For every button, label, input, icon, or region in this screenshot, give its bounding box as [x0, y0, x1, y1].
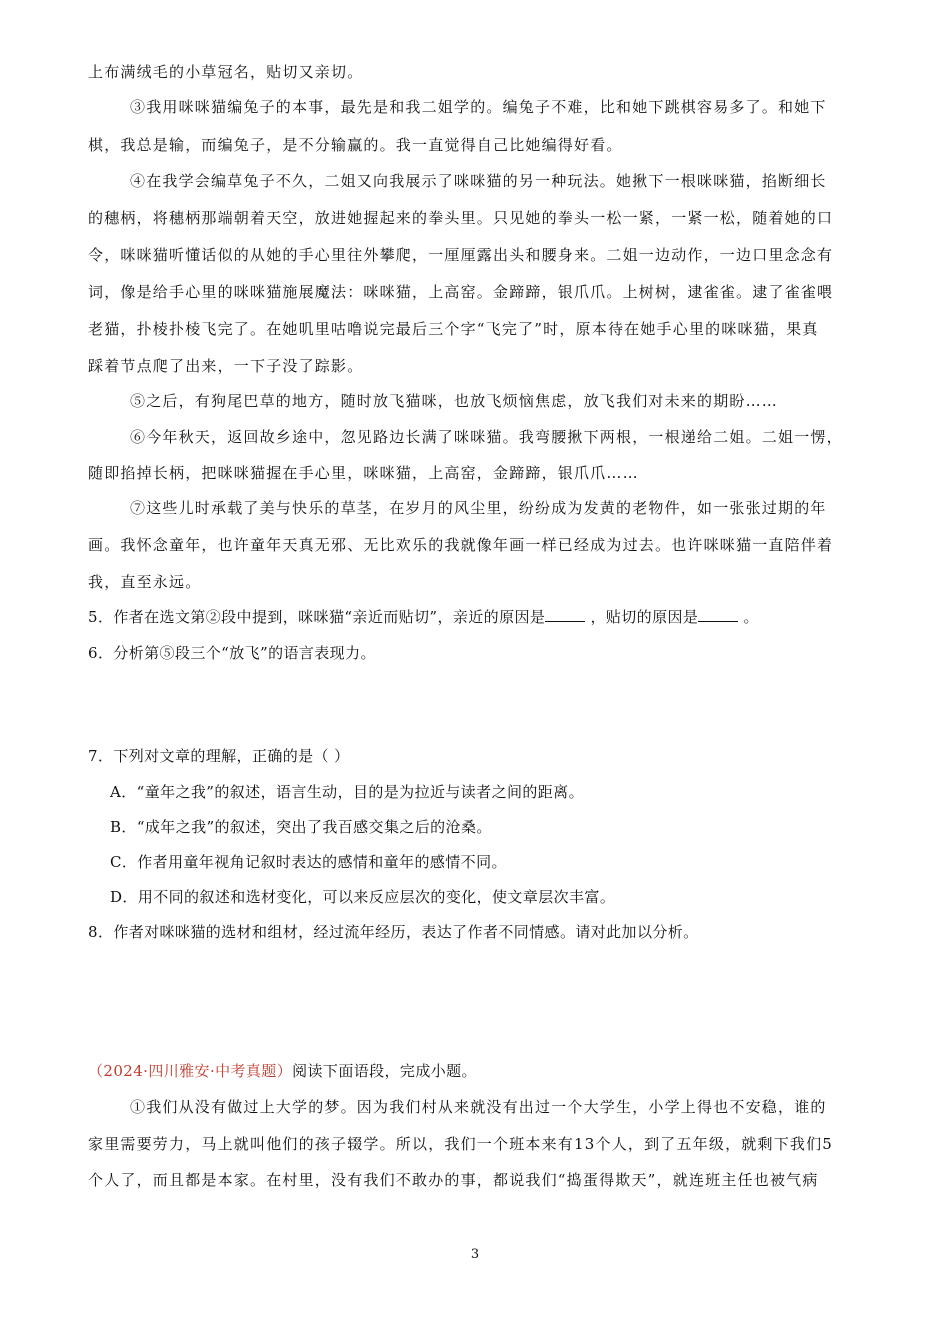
question-7-stem: 7．下列对文章的理解，正确的是（ ）	[88, 747, 350, 765]
question-6: 6．分析第⑤段三个“放飞”的语言表现力。	[88, 644, 376, 662]
paragraph-6-line: ⑥今年秋天，返回故乡途中，忽见路边长满了咪咪猫。我弯腰揪下两根，一根递给二姐。二姐一愣，	[130, 428, 843, 446]
passage-line: 的穗柄，将穗柄那端朝着天空，放进她握起来的拳头里。只见她的拳头一松一紧，一紧一松，随着她的口	[88, 209, 834, 227]
answer-blank[interactable]	[698, 607, 738, 622]
passage-line: 令，咪咪猫听懂话似的从她的手心里往外攀爬，一厘厘露出头和腰身来。二姐一边动作，一边口里念念有	[88, 246, 834, 264]
question-7-option-b: B．“成年之我”的叙述，突出了我百感交集之后的沧桑。	[110, 818, 492, 836]
question-7-option-a: A．“童年之我”的叙述，语言生动，目的是为拉近与读者之间的距离。	[110, 783, 584, 801]
question-5-part-b: ，贴切的原因是	[590, 608, 699, 626]
passage-line: 随即掐掉长柄，把咪咪猫握在手心里，咪咪猫，上高窑，金蹄蹄，银爪爪……	[88, 464, 639, 482]
paragraph-5-line: ⑤之后，有狗尾巴草的地方，随时放飞猫咪，也放飞烦恼焦虑，放飞我们对未来的期盼……	[130, 392, 779, 410]
page-number: 3	[470, 1247, 480, 1262]
section-2-header	[88, 1061, 860, 1081]
question-7-option-c: C．作者用童年视角记叙时表达的感情和童年的感情不同。	[110, 853, 507, 871]
section-2-line: 个人了，而且都是本家。在村里，没有我们不敢办的事，都说我们“捣蛋得欺天”，就连班主任也被气病	[88, 1171, 819, 1189]
paragraph-7-line: ⑦这些儿时承载了美与快乐的草茎，在岁月的风尘里，纷纷成为发黄的老物件，如一张张过期的年	[130, 499, 827, 517]
question-5-part-a: 5．作者在选文第②段中提到，咪咪猫“亲近而贴切”，亲近的原因是	[88, 608, 546, 626]
paragraph-3-line: ③我用咪咪猫编兔子的本事，最先是和我二姐学的。编兔子不难，比和她下跳棋容易多了。和她下	[130, 98, 827, 116]
passage-line: 词，像是给手心里的咪咪猫施展魔法：咪咪猫，上高窑。金蹄蹄，银爪爪。上树树，逮雀雀。逮了雀雀喂	[88, 283, 834, 301]
passage-line: 我，直至永远。	[88, 573, 202, 591]
question-5-part-c: 。	[743, 608, 759, 626]
section-2-instruction: 阅读下面语段，完成小题。	[292, 1062, 477, 1080]
question-8: 8．作者对咪咪猫的选材和组材，经过流年经历，表达了作者不同情感。请对此加以分析。	[88, 923, 699, 941]
section-2-line: 家里需要劳力，马上就叫他们的孩子辍学。所以，我们一个班本来有13个人，到了五年级，就剩下我们5	[88, 1135, 834, 1153]
answer-blank[interactable]	[545, 607, 585, 622]
section-2-paragraph-1-line: ①我们从没有做过上大学的梦。因为我们村从来就没有出过一个大学生，小学上得也不安稳，谁的	[130, 1098, 827, 1116]
question-7-option-d: D．用不同的叙述和选材变化，可以来反应层次的变化，使文章层次丰富。	[110, 888, 616, 906]
passage-line: 棋，我总是输，而编兔子，是不分输赢的。我一直觉得自己比她编得好看。	[88, 136, 623, 154]
source-tag: （2024·四川雅安·中考真题）	[88, 1062, 293, 1080]
paragraph-4-line: ④在我学会编草兔子不久，二姐又向我展示了咪咪猫的另一种玩法。她揪下一根咪咪猫，掐断细长	[130, 172, 827, 190]
passage-line: 踩着节点爬了出来，一下子没了踪影。	[88, 357, 364, 375]
passage-line: 老猫，扑棱扑棱飞完了。在她叽里咕噜说完最后三个字“飞完了”时，原本待在她手心里的咪咪猫，果真	[88, 320, 819, 338]
passage-line: 上布满绒毛的小草冠名，贴切又亲切。	[88, 63, 364, 81]
passage-line: 画。我怀念童年，也许童年天真无邪、无比欢乐的我就像年画一样已经成为过去。也许咪咪猫一直陪伴着	[88, 536, 834, 554]
question-5	[88, 607, 860, 627]
